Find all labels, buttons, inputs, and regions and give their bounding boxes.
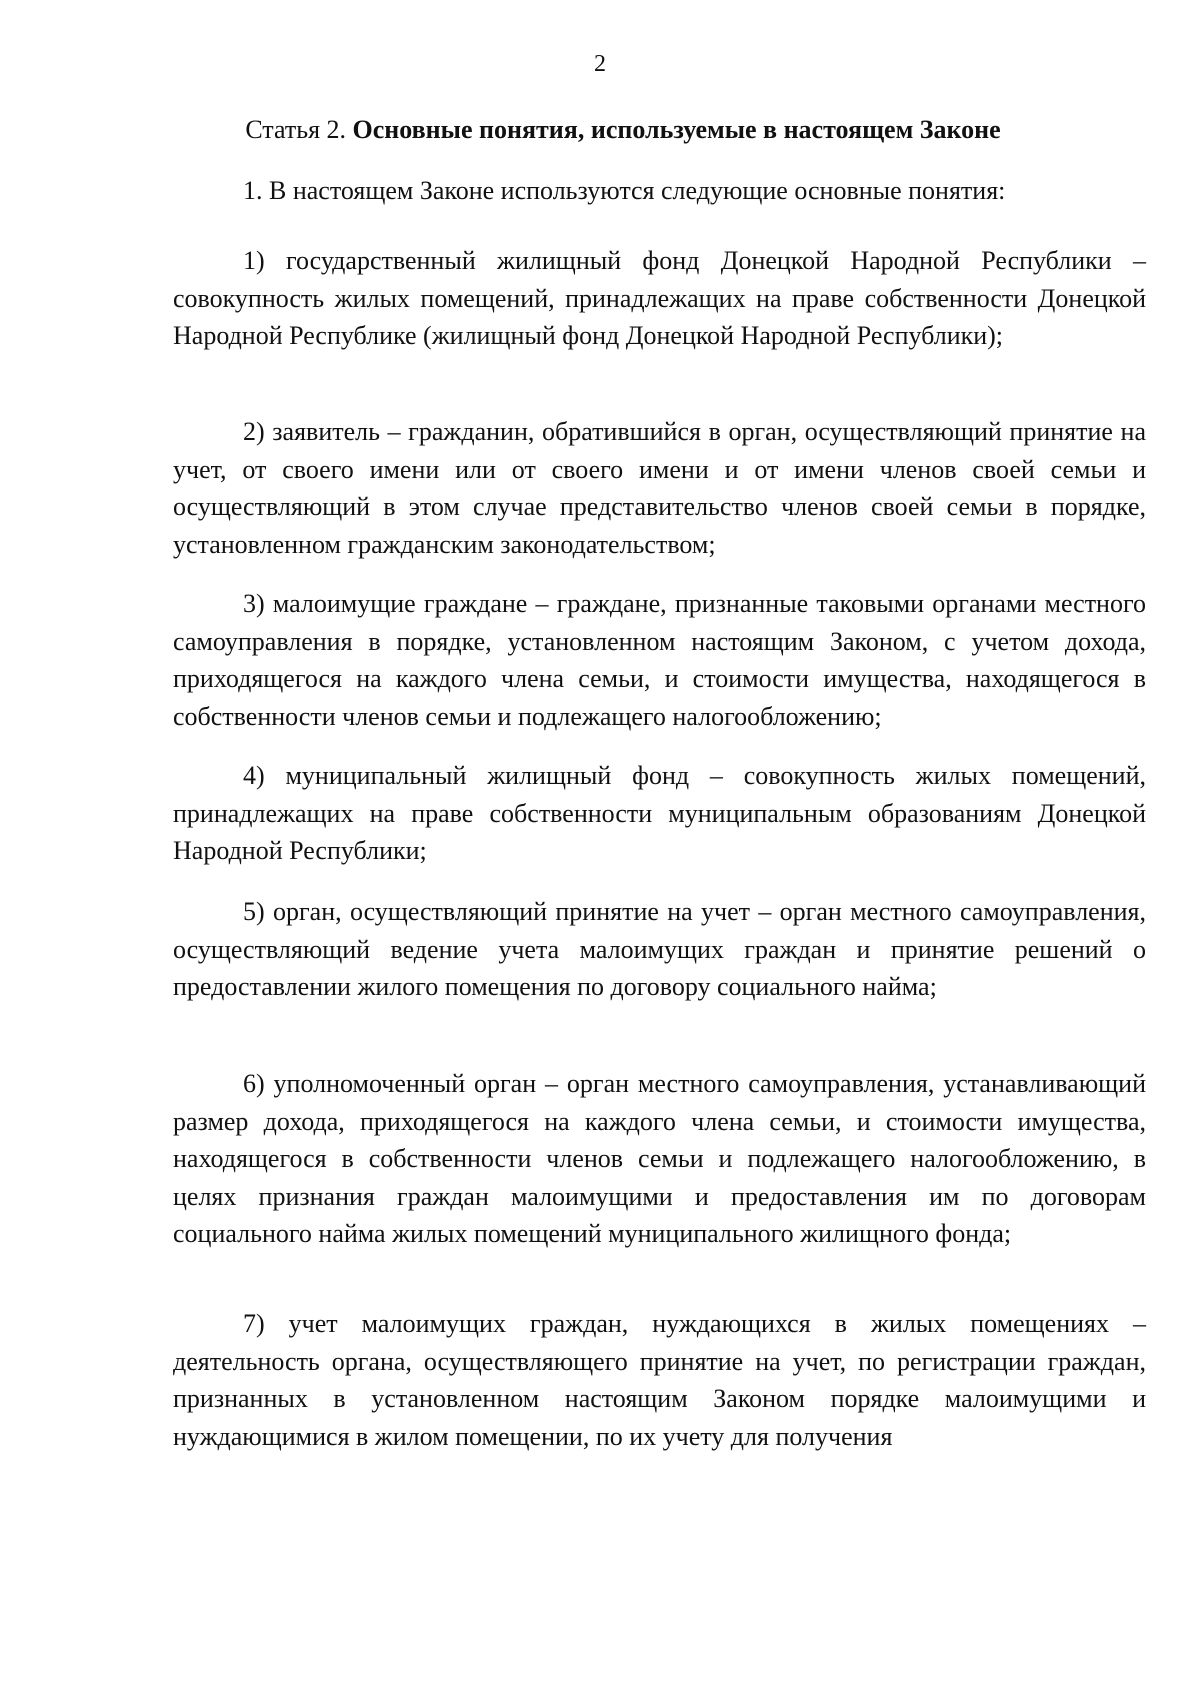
intro-paragraph: 1. В настоящем Законе используются следующие основные понятия:: [243, 176, 1006, 205]
article-title: Основные понятия, используемые в настоящем Законе: [352, 115, 1001, 144]
article-label: Статья 2.: [245, 115, 347, 144]
article-heading: [173, 114, 1073, 146]
definition-6: 6) уполномоченный орган – орган местного самоуправления, устанавливающий размер дохода, приходящегося на каждого члена семьи, и стоимости имущества, находящегося в собственности членов семьи и подлежащего налогообложению, в целях признания граждан малоимущими и предоставления им по договорам социального найма жилых помещений муниципального жилищного фонда;: [173, 1069, 1146, 1248]
page-number: 2: [594, 51, 606, 77]
definition-5: 5) орган, осуществляющий принятие на учет – орган местного самоуправления, осуществляющий ведение учета малоимущих граждан и принятие решений о предоставлении жилого помещения по договору социального найма;: [173, 897, 1146, 1001]
definition-2: 2) заявитель – гражданин, обратившийся в орган, осуществляющий принятие на учет, от своего имени или от своего имени и от имени членов своей семьи и осуществляющий в этом случае представительство членов своей семьи в порядке, установленном гражданским законодательством;: [173, 417, 1146, 559]
definition-1: 1) государственный жилищный фонд Донецкой Народной Республики – совокупность жилых помещений, принадлежащих на праве собственности Донецкой Народной Республике (жилищный фонд Донецкой Народной Республики);: [173, 246, 1146, 350]
definition-4: 4) муниципальный жилищный фонд – совокупность жилых помещений, принадлежащих на праве собственности муниципальным образованиям Донецкой Народной Республики;: [173, 761, 1146, 865]
definition-7: 7) учет малоимущих граждан, нуждающихся в жилых помещениях – деятельность органа, осуществляющего принятие на учет, по регистрации граждан, признанных в установленном настоящим Законом порядке малоимущими и нуждающимися в жилом помещении, по их учету для получения: [173, 1309, 1146, 1451]
definition-3: 3) малоимущие граждане – граждане, признанные таковыми органами местного самоуправления в порядке, установленном настоящим Законом, с учетом дохода, приходящегося на каждого члена семьи, и стоимости имущества, находящегося в собственности членов семьи и подлежащего налогообложению;: [173, 589, 1146, 731]
